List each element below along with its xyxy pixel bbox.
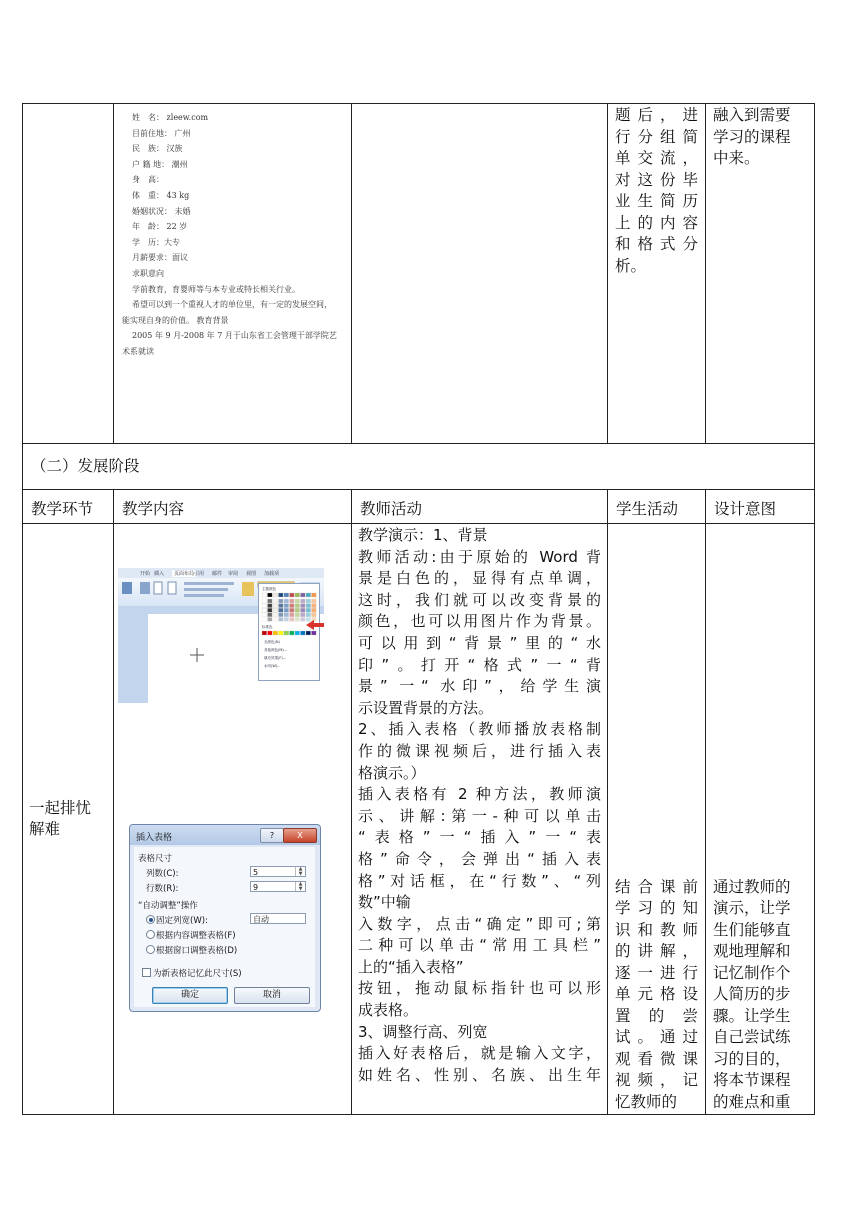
ribbon-tab[interactable]: 视图 xyxy=(246,571,257,577)
color-palette-swatches xyxy=(259,584,319,680)
color-swatch[interactable] xyxy=(306,599,311,603)
color-swatch[interactable] xyxy=(312,613,317,617)
orientation-icon xyxy=(154,582,162,594)
text-line: 演示，让学 xyxy=(713,899,791,917)
cancel-button[interactable]: 取消 xyxy=(234,987,310,1004)
color-swatch[interactable] xyxy=(273,604,278,608)
text-line: 视频，记 xyxy=(615,1071,698,1089)
text-line: 识和教师 xyxy=(615,920,698,939)
text-line: 生们能够直 xyxy=(713,920,791,939)
student-activity-text xyxy=(608,104,705,278)
color-swatch[interactable] xyxy=(284,617,289,621)
ribbon-tab[interactable]: 页面布局 xyxy=(174,571,195,577)
resume-content-cell xyxy=(114,104,352,444)
color-swatch[interactable] xyxy=(301,599,306,603)
ribbon-tab[interactable]: 审阅 xyxy=(228,571,239,577)
color-swatch[interactable] xyxy=(301,617,306,621)
color-swatch[interactable] xyxy=(262,599,267,603)
design-intent-text xyxy=(706,876,814,1115)
margins-icon xyxy=(140,582,150,594)
text-line: 逐一进行 xyxy=(615,963,698,982)
color-swatch[interactable] xyxy=(262,604,267,608)
rows-label: 行数(R): xyxy=(146,884,179,894)
dialog-title: 插入表格 xyxy=(136,833,173,843)
color-swatch[interactable] xyxy=(312,593,317,597)
student-activity-text xyxy=(608,876,705,1115)
color-swatch[interactable] xyxy=(290,593,295,597)
insert-table-dialog xyxy=(129,824,321,1012)
stage-cell-empty xyxy=(23,104,114,444)
remember-size-checkbox[interactable] xyxy=(142,968,151,977)
table-size-group-label: 表格尺寸 xyxy=(138,854,173,864)
color-swatch[interactable] xyxy=(306,631,311,635)
spin-arrows-icon[interactable]: ▲ ▼ xyxy=(295,882,305,891)
color-swatch[interactable] xyxy=(284,631,289,635)
toolbar-line-icon xyxy=(184,582,234,585)
header-cell xyxy=(114,490,352,524)
design-intent-cell xyxy=(706,524,815,1115)
text-line: 骤。让学生 xyxy=(713,1006,791,1025)
crosshair-cursor-icon xyxy=(190,648,204,662)
color-swatch[interactable] xyxy=(284,604,289,608)
color-swatch[interactable] xyxy=(268,604,273,608)
color-swatch[interactable] xyxy=(273,617,278,621)
ribbon-tab[interactable]: 邮件 xyxy=(212,571,223,577)
resume-line: 2005 年 9 月-2008 年 7 月于山东省工会管理干部学院艺 xyxy=(132,331,337,341)
text-line: 如姓名、性别、名族、出生年 xyxy=(358,1065,601,1084)
menu-item[interactable]: 其他颜色(M)... xyxy=(264,648,288,652)
columns-value: 5 xyxy=(253,868,259,877)
color-swatch[interactable] xyxy=(262,593,267,597)
color-swatch[interactable] xyxy=(279,608,284,612)
menu-item[interactable]: 无颜色(N) xyxy=(264,640,280,644)
autofit-window-radio[interactable] xyxy=(146,945,155,954)
palette-heading[interactable]: 主题颜色 xyxy=(262,587,276,591)
table-row xyxy=(23,104,815,444)
resume-image xyxy=(114,104,351,360)
color-swatch[interactable] xyxy=(301,593,306,597)
color-swatch[interactable] xyxy=(284,599,289,603)
color-swatch[interactable] xyxy=(279,631,284,635)
text-line: 的难点和重 xyxy=(713,1092,791,1111)
section-title-cell xyxy=(23,444,815,490)
text-line: 对这份毕 xyxy=(615,170,698,189)
text-line: 示设置背景的方法。 xyxy=(358,698,494,717)
text-line: 一起排忧 xyxy=(29,798,92,817)
close-button[interactable]: X xyxy=(283,828,317,843)
text-line: 教师活动:由于原始的 Word 背 xyxy=(358,547,601,566)
text-line: 这时，我们就可以改变背景的 xyxy=(358,590,601,609)
text-line: 置 的 尝 xyxy=(615,1006,698,1025)
text-line: 观地理解和 xyxy=(713,942,791,960)
header-cell xyxy=(352,490,608,524)
text-line: 上的“插入表格” xyxy=(358,957,464,976)
color-swatch[interactable] xyxy=(273,608,278,612)
color-swatch[interactable] xyxy=(295,613,300,617)
resume-line: 能实现自身的价值。 教育背景 xyxy=(122,315,229,325)
rows-input[interactable] xyxy=(250,881,306,892)
text-line: 的讲解， xyxy=(615,942,698,960)
design-intent-cell xyxy=(706,104,815,444)
text-line: 可以用到“背景”里的“水 xyxy=(358,633,601,652)
text-line: 格”命令，会弹出“插入表 xyxy=(358,849,601,868)
text-line: 析。 xyxy=(615,256,647,275)
text-line: 二种可以单击“常用工具栏” xyxy=(358,936,601,955)
text-line: 3、调整行高、列宽 xyxy=(358,1022,488,1041)
text-line: 单元格设 xyxy=(615,985,698,1003)
text-line: 学习的知 xyxy=(615,899,698,917)
color-swatch[interactable] xyxy=(273,599,278,603)
color-swatch[interactable] xyxy=(284,608,289,612)
color-swatch[interactable] xyxy=(306,593,311,597)
color-swatch[interactable] xyxy=(279,617,284,621)
resume-line: 目前住地： 广州 xyxy=(132,128,191,138)
color-swatch[interactable] xyxy=(284,613,289,617)
student-activity-cell xyxy=(608,524,706,1115)
color-swatch[interactable] xyxy=(290,631,295,635)
fixed-width-label: 固定列宽(W): xyxy=(156,916,208,926)
text-line: 行分组简 xyxy=(615,127,698,146)
color-swatch[interactable] xyxy=(262,617,267,621)
text-line: 插入好表格后，就是输入文字， xyxy=(358,1044,601,1063)
color-swatch[interactable] xyxy=(312,631,317,635)
color-swatch[interactable] xyxy=(306,608,311,612)
resume-line: 求职意向 xyxy=(132,268,164,278)
text-line: 观看微课 xyxy=(615,1049,698,1068)
text-line: 入数字，点击“确定”即可;第 xyxy=(358,914,601,933)
color-swatch[interactable] xyxy=(268,613,273,617)
color-swatch[interactable] xyxy=(262,608,267,612)
color-swatch[interactable] xyxy=(295,631,300,635)
teacher-activity-cell xyxy=(352,524,608,1115)
header-design: 设计意图 xyxy=(714,500,777,518)
text-line: “表格”一“插入”一“表 xyxy=(358,828,601,847)
color-swatch[interactable] xyxy=(268,593,273,597)
text-line: 插入表格有 2 种方法，教师演 xyxy=(358,785,601,804)
text-line: 印”。打开“格式”一“背 xyxy=(358,655,601,674)
text-line: 结合课前 xyxy=(615,877,698,896)
header-content: 教学内容 xyxy=(122,500,185,518)
text-line: 2、插入表格（教师播放表格制 xyxy=(358,720,601,739)
theme-icon xyxy=(122,582,132,594)
text-line: 数”中输 xyxy=(358,893,411,912)
columns-label: 列数(C): xyxy=(146,869,179,879)
remember-size-label: 为新表格记忆此尺寸(S) xyxy=(153,969,242,979)
color-swatch[interactable] xyxy=(306,604,311,608)
text-line: 上的内容 xyxy=(615,213,698,232)
color-swatch[interactable] xyxy=(268,599,273,603)
ribbon-tab[interactable]: 加载项 xyxy=(264,571,280,577)
color-swatch[interactable] xyxy=(290,608,295,612)
color-swatch[interactable] xyxy=(290,617,295,621)
resume-line: 学 历：大专 xyxy=(132,237,180,247)
color-swatch[interactable] xyxy=(273,613,278,617)
text-line: 成表格。 xyxy=(358,1001,419,1020)
dialog-titlebar xyxy=(130,825,320,845)
color-swatch[interactable] xyxy=(312,604,317,608)
text-line: 示、讲解:第一-种可以单击 xyxy=(358,806,601,825)
color-swatch[interactable] xyxy=(279,613,284,617)
text-line: 题后，进 xyxy=(615,106,698,124)
watermark-icon xyxy=(242,582,254,596)
color-swatch[interactable] xyxy=(301,604,306,608)
autofit-content-radio[interactable] xyxy=(146,930,155,939)
resume-line: 学前教育，育婴师等与本专业或特长相关行业。 xyxy=(132,284,300,294)
color-swatch[interactable] xyxy=(306,613,311,617)
text-line: 单交流， xyxy=(615,149,698,167)
fixed-width-select[interactable] xyxy=(250,913,306,924)
size-icon xyxy=(168,582,176,594)
color-swatch[interactable] xyxy=(268,608,273,612)
menu-item[interactable]: 填充效果(F)... xyxy=(264,656,287,660)
color-swatch[interactable] xyxy=(290,604,295,608)
header-cell xyxy=(608,490,706,524)
section-title: （二）发展阶段 xyxy=(31,457,140,475)
color-swatch[interactable] xyxy=(262,613,267,617)
color-swatch[interactable] xyxy=(273,631,278,635)
stage-cell xyxy=(23,524,114,1115)
color-swatch[interactable] xyxy=(262,631,267,635)
text-line: 和格式分 xyxy=(615,235,698,253)
text-line: 记忆制作个 xyxy=(713,963,791,982)
text-line: 格演示。） xyxy=(358,763,426,782)
resume-line: 体 重： 43 kg xyxy=(132,190,190,200)
color-swatch[interactable] xyxy=(268,617,273,621)
resume-line: 术系就读 xyxy=(122,346,154,356)
ribbon-tab[interactable]: 插入 xyxy=(154,571,165,577)
color-swatch[interactable] xyxy=(295,604,300,608)
text-line: 学习的课程 xyxy=(713,127,791,146)
color-swatch[interactable] xyxy=(312,599,317,603)
color-swatch[interactable] xyxy=(290,613,295,617)
resume-line: 婚姻状况： 未婚 xyxy=(132,206,191,216)
color-swatch[interactable] xyxy=(290,599,295,603)
header-teacher: 教师活动 xyxy=(360,500,423,518)
dialog-content xyxy=(134,847,315,1007)
resume-line: 民 族： 汉族 xyxy=(132,144,183,154)
color-swatch[interactable] xyxy=(279,599,284,603)
color-swatch[interactable] xyxy=(301,608,306,612)
spin-arrows-icon[interactable]: ▲ ▼ xyxy=(295,867,305,876)
text-line: 解难 xyxy=(29,820,61,838)
text-line: 景是白色的，显得有点单调， xyxy=(358,569,601,588)
resume-line: 身 高： xyxy=(132,175,164,185)
stage-text xyxy=(23,798,113,841)
color-swatch[interactable] xyxy=(273,593,278,597)
toolbar-line-icon xyxy=(184,588,228,591)
color-swatch[interactable] xyxy=(295,599,300,603)
header-cell xyxy=(23,490,114,524)
ribbon-tab[interactable]: 开始 xyxy=(140,571,151,577)
header-student: 学生活动 xyxy=(616,500,679,518)
autofit-group-label: “自动调整”操作 xyxy=(138,901,198,911)
text-line: 自己尝试练 xyxy=(713,1028,791,1046)
design-intent-text xyxy=(706,104,814,171)
text-line: 人简历的步 xyxy=(713,985,791,1003)
autofit-content-label: 根据内容调整表格(F) xyxy=(156,931,236,941)
resume-line: 户 籍 地： 潮州 xyxy=(132,159,188,169)
text-line: 颜色，也可以用图片作为背景。 xyxy=(358,612,601,631)
word-ribbon-screenshot xyxy=(118,568,324,703)
text-line: 试。通过 xyxy=(615,1028,698,1046)
header-stage: 教学环节 xyxy=(31,500,94,518)
table-row xyxy=(23,444,815,490)
resume-line: 年 龄： 22 岁 xyxy=(132,222,188,232)
color-swatch[interactable] xyxy=(279,604,284,608)
ribbon-tabs xyxy=(118,568,324,578)
color-swatch[interactable] xyxy=(295,617,300,621)
resume-line: 姓 名： zleew.com xyxy=(132,113,209,122)
resume-line: 月薪要求：面议 xyxy=(132,253,188,263)
red-arrow-icon xyxy=(306,620,324,630)
text-line: 通过教师的 xyxy=(713,877,791,896)
teacher-activity-text xyxy=(352,524,607,1086)
text-line: 作的微课视频后，进行插入表 xyxy=(358,741,601,760)
text-line: 中来。 xyxy=(713,149,760,167)
help-button[interactable]: ? xyxy=(260,828,284,843)
page-color-dropdown xyxy=(258,583,320,681)
text-line: 业生简历 xyxy=(615,192,698,210)
header-cell xyxy=(706,490,815,524)
ok-button[interactable]: 确定 xyxy=(152,987,228,1004)
color-swatch[interactable] xyxy=(295,608,300,612)
columns-input[interactable] xyxy=(250,866,306,877)
color-swatch[interactable] xyxy=(301,613,306,617)
text-line: 忆教师的 xyxy=(615,1092,678,1111)
table-header-row xyxy=(23,490,815,524)
text-line: 将本节课程 xyxy=(713,1071,791,1089)
rows-value: 9 xyxy=(253,883,259,892)
fixed-width-value: 自动 xyxy=(253,915,269,924)
color-swatch[interactable] xyxy=(279,593,284,597)
text-line: 习的目的， xyxy=(713,1049,791,1068)
text-line: 融入到需要 xyxy=(713,106,791,124)
resume-line: 希望可以到一个重视人才的单位里，有一定的发展空间， xyxy=(132,300,332,310)
color-swatch[interactable] xyxy=(268,631,273,635)
teacher-cell-empty xyxy=(352,104,608,444)
color-swatch[interactable] xyxy=(312,608,317,612)
text-line: 按钮，拖动鼠标指针也可以形 xyxy=(358,979,601,998)
autofit-window-label: 根据窗口调整表格(D) xyxy=(156,946,238,956)
fixed-width-radio[interactable] xyxy=(146,915,155,924)
text-line: 教学演示：1、背景 xyxy=(358,526,488,544)
text-line: 景” 一“ 水印”，给学生演 xyxy=(358,677,601,696)
ribbon-tab[interactable]: 引用 xyxy=(194,571,205,577)
student-activity-cell xyxy=(608,104,706,444)
toolbar-line-icon xyxy=(184,594,224,597)
text-line: 格”对话框，在“行数”、“列 xyxy=(358,871,601,890)
color-swatch[interactable] xyxy=(295,593,300,597)
palette-heading[interactable]: 标准色 xyxy=(262,625,273,629)
color-swatch[interactable] xyxy=(284,593,289,597)
menu-item[interactable]: 水印(W)... xyxy=(264,664,281,668)
color-swatch[interactable] xyxy=(301,631,306,635)
